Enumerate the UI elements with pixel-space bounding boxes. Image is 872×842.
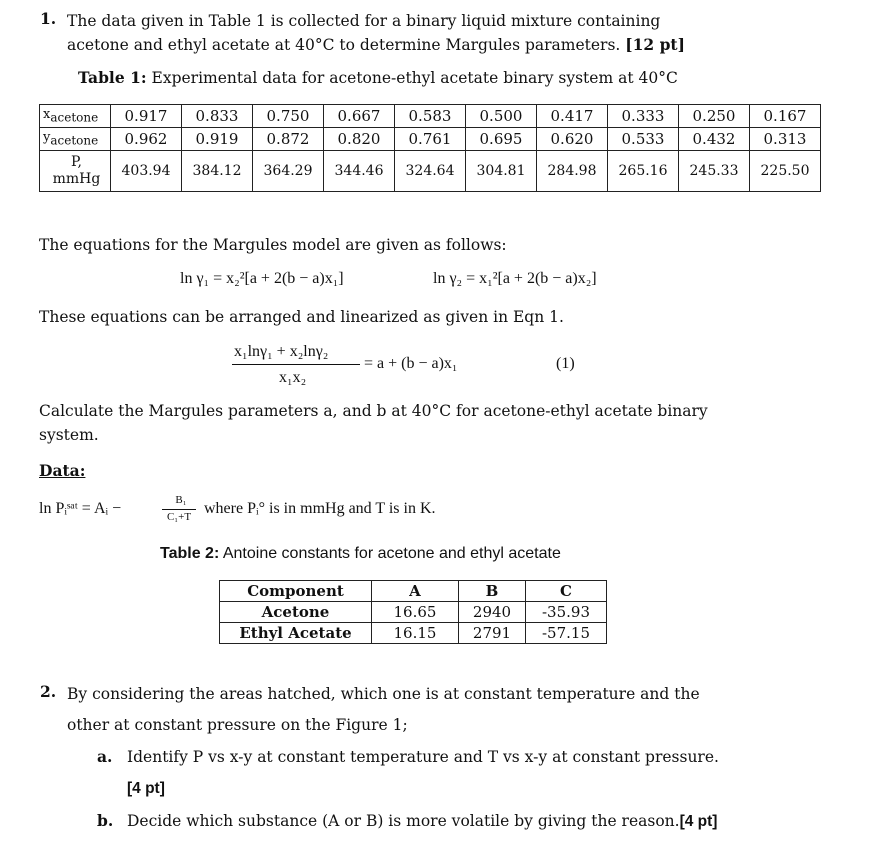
antoine-fraction-bar xyxy=(162,509,196,510)
table-1-row-y xyxy=(40,128,821,151)
antoine-b: 2791 xyxy=(459,623,526,644)
eqn-1-denominator: x₁x₂ xyxy=(279,369,307,386)
question-1-line-2-text: acetone and ethyl acetate at 40°C to determine Margules parameters. xyxy=(67,36,621,54)
table-2-caption-label: Table 2: xyxy=(160,545,220,562)
component-name: Ethyl Acetate xyxy=(220,623,372,644)
antoine-b: 2940 xyxy=(459,602,526,623)
margules-equation-2: ln γ₂ = x₁²[a + 2(b − a)x₂] xyxy=(433,270,597,287)
y-cell: 0.695 xyxy=(466,128,537,151)
question-1-line-1: The data given in Table 1 is collected for a binary liquid mixture containing xyxy=(67,12,661,30)
task-line-2: system. xyxy=(39,426,99,444)
table-2-header-component: Component xyxy=(220,581,372,602)
y-cell: 0.919 xyxy=(182,128,253,151)
eqn-1-rhs: = a + (b − a)x₁ xyxy=(364,355,458,372)
antoine-a: 16.65 xyxy=(372,602,459,623)
question-1-number: 1. xyxy=(40,9,57,28)
x-cell: 0.667 xyxy=(324,105,395,128)
table-2-header-b: B xyxy=(459,581,526,602)
p-cell: 364.29 xyxy=(253,151,324,192)
x-cell: 0.833 xyxy=(182,105,253,128)
table-2 xyxy=(219,580,607,644)
question-2-line-2: other at constant pressure on the Figure 1; xyxy=(67,716,408,734)
question-2b-points: [4 pt] xyxy=(679,813,718,830)
eqn-1-fraction-bar xyxy=(232,364,360,365)
question-2b-text: Decide which substance (A or B) is more volatile by giving the reason. xyxy=(127,812,680,830)
table-1-caption xyxy=(78,68,678,87)
antoine-fraction-numerator: B₁ xyxy=(175,494,187,506)
eqn-1-number: (1) xyxy=(556,355,575,372)
y-cell: 0.962 xyxy=(111,128,182,151)
p-cell: 245.33 xyxy=(679,151,750,192)
question-2b-label: b. xyxy=(97,811,114,830)
antoine-c: -35.93 xyxy=(526,602,607,623)
table-1-row-p xyxy=(40,151,821,192)
p-cell: 344.46 xyxy=(324,151,395,192)
y-cell: 0.313 xyxy=(750,128,821,151)
table-2-header-row xyxy=(220,581,607,602)
table-1-caption-text: Experimental data for acetone-ethyl acetate binary system at 40°C xyxy=(151,69,678,87)
x-cell: 0.250 xyxy=(679,105,750,128)
p-cell: 324.64 xyxy=(395,151,466,192)
table-1-caption-label: Table 1: xyxy=(78,68,147,87)
x-cell: 0.917 xyxy=(111,105,182,128)
component-name: Acetone xyxy=(220,602,372,623)
table-2-row xyxy=(220,623,607,644)
x-cell: 0.333 xyxy=(608,105,679,128)
margules-intro: The equations for the Margules model are given as follows: xyxy=(39,236,507,254)
table-2-caption-text: Antoine constants for acetone and ethyl acetate xyxy=(222,545,561,562)
pressure-label: P, mmHg xyxy=(40,151,111,192)
question-2a-points: [4 pt] xyxy=(127,780,165,797)
linearized-text: These equations can be arranged and linearized as given in Eqn 1. xyxy=(39,308,564,326)
p-cell: 403.94 xyxy=(111,151,182,192)
x-acetone-label: $x_{acetone}$ xyxy=(40,105,111,128)
y-cell: 0.761 xyxy=(395,128,466,151)
question-1-line-2 xyxy=(67,33,685,57)
p-cell: 225.50 xyxy=(750,151,821,192)
table-1-row-x xyxy=(40,105,821,128)
x-cell: 0.417 xyxy=(537,105,608,128)
question-2a-text: Identify P vs x-y at constant temperature and T vs x-y at constant pressure. xyxy=(127,748,719,766)
x-cell: 0.583 xyxy=(395,105,466,128)
table-1 xyxy=(39,104,821,192)
x-cell: 0.750 xyxy=(253,105,324,128)
y-cell: 0.620 xyxy=(537,128,608,151)
p-cell: 265.16 xyxy=(608,151,679,192)
antoine-c: -57.15 xyxy=(526,623,607,644)
question-2b-line xyxy=(127,809,717,834)
margules-equation-1: ln γ₁ = x₂²[a + 2(b − a)x₁] xyxy=(180,270,344,287)
table-2-header-a: A xyxy=(372,581,459,602)
question-2-line-1: By considering the areas hatched, which one is at constant temperature and the xyxy=(67,685,700,703)
antoine-note: where Pᵢ° is in mmHg and T is in K. xyxy=(204,500,436,517)
question-2a-label: a. xyxy=(97,747,113,766)
y-acetone-label: $y_{acetone}$ xyxy=(40,128,111,151)
y-cell: 0.872 xyxy=(253,128,324,151)
data-heading: Data: xyxy=(39,461,86,480)
table-2-caption xyxy=(160,545,561,563)
p-cell: 384.12 xyxy=(182,151,253,192)
y-cell: 0.533 xyxy=(608,128,679,151)
question-1-points: [12 pt] xyxy=(625,35,685,54)
question-2-number: 2. xyxy=(40,682,57,701)
table-2-header-c: C xyxy=(526,581,607,602)
table-2-row xyxy=(220,602,607,623)
eqn-1-numerator: x₁lnγ₁ + x₂lnγ₂ xyxy=(234,343,329,360)
p-cell: 304.81 xyxy=(466,151,537,192)
y-cell: 0.820 xyxy=(324,128,395,151)
antoine-lhs: ln Pᵢˢᵃᵗ = Aᵢ − xyxy=(39,500,122,517)
y-cell: 0.432 xyxy=(679,128,750,151)
x-cell: 0.500 xyxy=(466,105,537,128)
antoine-a: 16.15 xyxy=(372,623,459,644)
x-cell: 0.167 xyxy=(750,105,821,128)
p-cell: 284.98 xyxy=(537,151,608,192)
task-line-1: Calculate the Margules parameters a, and b at 40°C for acetone-ethyl acetate binary xyxy=(39,402,708,420)
antoine-fraction-denominator: C₁+T xyxy=(166,511,192,523)
